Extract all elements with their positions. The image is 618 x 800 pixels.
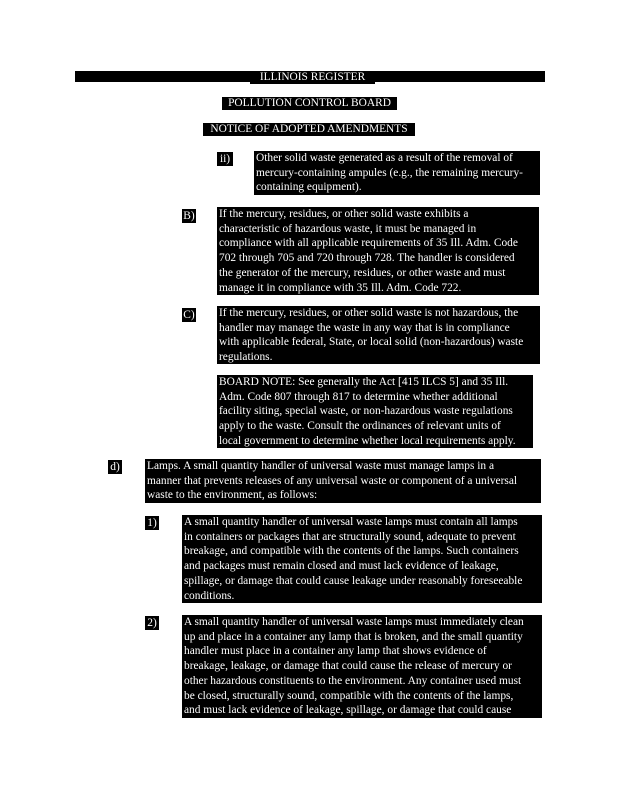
item-2-label: 2) bbox=[145, 616, 159, 630]
text-line: containing equipment). bbox=[256, 181, 362, 194]
text-line: and must lack evidence of leakage, spillage, or damage that could cause bbox=[184, 704, 512, 717]
text-line: 702 through 705 and 720 through 728. The handler is considered bbox=[219, 252, 515, 265]
board-note bbox=[217, 375, 533, 448]
item-1-label: 1) bbox=[145, 516, 159, 530]
item-ii-label: ii) bbox=[217, 152, 233, 166]
text-line: Adm. Code 807 through 817 to determine whether additional bbox=[219, 390, 498, 403]
text-line: local government to determine whether local requirements apply. bbox=[219, 434, 516, 447]
item-c-text bbox=[217, 306, 540, 364]
text-line: BOARD NOTE: See generally the Act [415 ILCS 5] and 35 Ill. bbox=[219, 376, 509, 388]
text-line: facility siting, special waste, or non-hazardous waste regulations bbox=[219, 405, 513, 418]
text-line: Other solid waste generated as a result of the removal of bbox=[256, 152, 513, 164]
text-line: compliance with all applicable requirements of 35 Ill. Adm. Code bbox=[219, 237, 518, 250]
text-line: If the mercury, residues, or other solid waste is not hazardous, the bbox=[219, 307, 519, 319]
item-ii-text bbox=[254, 151, 540, 195]
text-line: be closed, structurally sound, compatible with the contents of the lamps, bbox=[184, 689, 514, 702]
board-title: POLLUTION CONTROL BOARD bbox=[222, 97, 397, 110]
text-line: breakage, and compatible with the contents of the lamps. Such containers bbox=[184, 545, 519, 558]
item-b-text bbox=[217, 207, 539, 295]
text-line: If the mercury, residues, or other solid waste exhibits a bbox=[219, 208, 469, 220]
text-line: A small quantity handler of universal waste lamps must contain all lamps bbox=[184, 516, 518, 528]
item-d-label: d) bbox=[108, 460, 122, 474]
text-line: breakage, leakage, or damage that could cause the release of mercury or bbox=[184, 660, 512, 673]
text-line: in containers or packages that are structurally sound, adequate to prevent bbox=[184, 530, 516, 543]
text-line: up and place in a container any lamp that is broken, and the small quantity bbox=[184, 630, 523, 643]
text-line: mercury-containing ampules (e.g., the remaining mercury- bbox=[256, 166, 523, 179]
text-line: and packages must remain closed and must lack evidence of leakage, bbox=[184, 560, 499, 573]
item-2-text bbox=[182, 615, 542, 718]
text-line: handler may manage the waste in any way that is in compliance bbox=[219, 321, 510, 334]
item-d-text bbox=[145, 459, 541, 503]
text-line: conditions. bbox=[184, 589, 235, 602]
text-line: handler must place in a container any lamp that shows evidence of bbox=[184, 645, 487, 658]
item-c-label: C) bbox=[183, 309, 195, 321]
text-line: A small quantity handler of universal waste lamps must immediately clean bbox=[184, 616, 524, 628]
text-line: characteristic of hazardous waste, it must be managed in bbox=[219, 222, 477, 235]
notice-title: NOTICE OF ADOPTED AMENDMENTS bbox=[203, 123, 415, 136]
text-line: spillage, or damage that could cause leakage under reasonably foreseeable bbox=[184, 574, 523, 587]
text-line: regulations. bbox=[219, 351, 273, 364]
text-line: manage it in compliance with 35 Ill. Adm. Code 722. bbox=[219, 281, 462, 294]
text-line: with applicable federal, State, or local solid (non-hazardous) waste bbox=[219, 336, 524, 349]
text-line: other hazardous constituents to the environment. Any container used must bbox=[184, 674, 522, 687]
text-line: Lamps. A small quantity handler of universal waste must manage lamps in a bbox=[147, 460, 495, 472]
text-line: the generator of the mercury, residues, or other waste and must bbox=[219, 266, 506, 279]
item-b-label: B) bbox=[183, 210, 195, 222]
text-line: waste to the environment, as follows: bbox=[147, 489, 318, 502]
text-line: apply to the waste. Consult the ordinances of relevant units of bbox=[219, 420, 501, 433]
item-1-text bbox=[182, 515, 542, 603]
text-line: manner that prevents releases of any universal waste or component of a universal bbox=[147, 474, 518, 487]
register-title: ILLINOIS REGISTER bbox=[250, 71, 375, 84]
